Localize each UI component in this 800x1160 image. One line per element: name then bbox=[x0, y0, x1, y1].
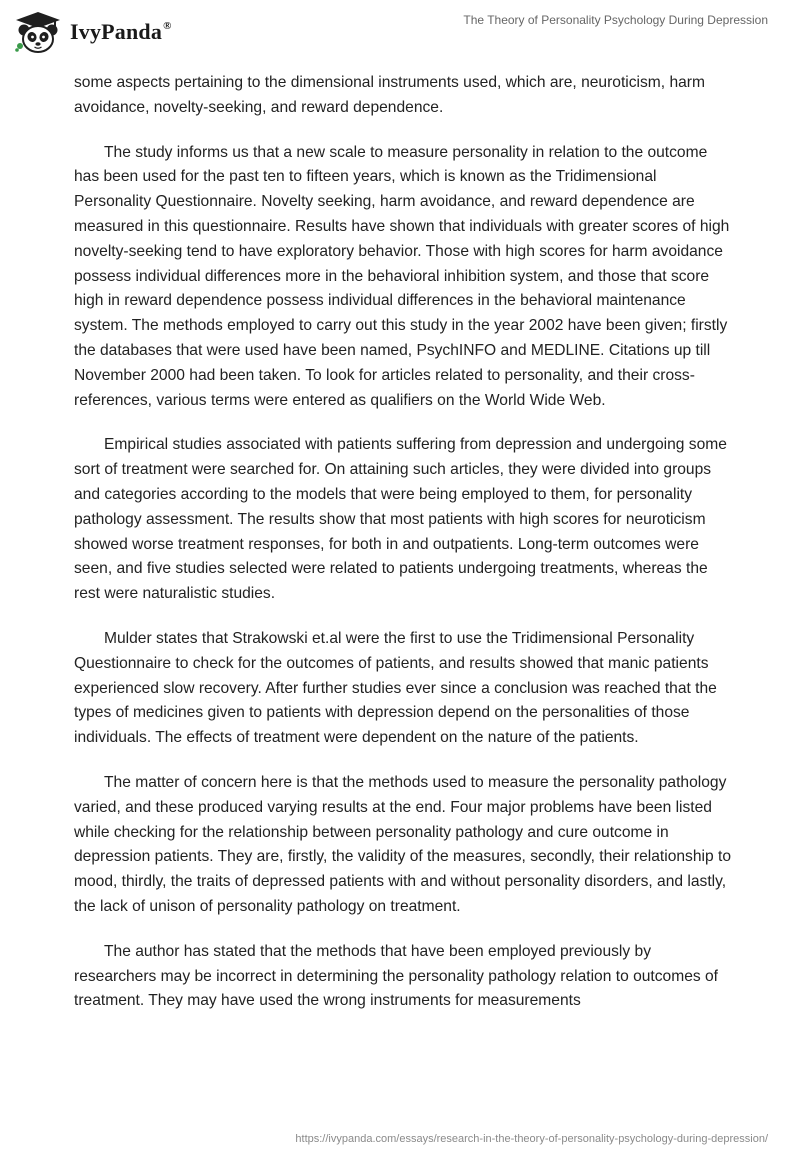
paragraph: some aspects pertaining to the dimensional instruments used, which are, neuroticism, harm avoidance, novelty-seeking, and reward dependence. bbox=[74, 74, 705, 116]
paragraph: Mulder states that Strakowski et.al were the first to use the Tridimensional Personality Questionnaire to check for the outcomes of patients, and results showed that manic patients experienced slow recovery. After further studies ever since a conclusion was reached that the types of medicines given to patients with depression depend on the personalities of those individuals. The effects of treatment were dependent on the nature of the patients. bbox=[74, 629, 717, 747]
page-header bbox=[0, 0, 800, 64]
paragraph: Empirical studies associated with patients suffering from depression and undergoing some sort of treatment were searched for. On attaining such articles, they were divided into groups and categories according to the models that were being employed to them, for personality pathology assessment. The results show that most patients with high scores for neuroticism showed worse treatment responses, for both in and outpatients. Long-term outcomes were seen, and five studies selected were related to patients undergoing treatments, whereas the rest were naturalistic studies. bbox=[74, 436, 727, 603]
source-url-link[interactable]: https://ivypanda.com/essays/research-in-the-theory-of-personality-psychology-during-depression/ bbox=[295, 1133, 768, 1145]
paragraph: The study informs us that a new scale to measure personality in relation to the outcome has been used for the past ten to fifteen years, which is known as the Tridimensional Personality Questionnaire. Novelty seeking, harm avoidance, and reward dependence are measured in this questionnaire. Results have shown that individuals with greater scores of high novelty-seeking tend to have exploratory behavior. Those with high scores for harm avoidance possess individual differences more in the behavioral inhibition system, and those that score high in reward dependence possess individual differences in the behavioral maintenance system. The methods employed to carry out this study in the year 2002 have been given; firstly the databases that were used have been named, PsychINFO and MEDLINE. Citations up till November 2000 had been taken. To look for articles related to personality, and their cross-references, various terms were entered as qualifiers on the World Wide Web. bbox=[74, 143, 730, 409]
document-title: The Theory of Personality Psychology During Depression bbox=[463, 13, 768, 27]
paragraph: The matter of concern here is that the methods used to measure the personality pathology varied, and these produced varying results at the end. Four major problems have been listed while checking for the relationship between personality pathology and cure outcome in depression patients. They are, firstly, the validity of the measures, secondly, their relationship to mood, thirdly, the traits of depressed patients with and without personality disorders, and lastly, the lack of unison of personality pathology on treatment. bbox=[74, 773, 731, 915]
brand-logo[interactable] bbox=[14, 10, 172, 54]
paragraph: The author has stated that the methods that have been employed previously by researchers may be incorrect in determining the personality pathology relation to outcomes of treatment. They may have used the wrong instruments for measurements bbox=[74, 942, 719, 1010]
brand-name: IvyPanda® bbox=[70, 19, 172, 44]
registered-mark: ® bbox=[163, 19, 172, 32]
panda-graduation-cap-icon bbox=[14, 10, 62, 54]
essay-body bbox=[74, 71, 734, 1034]
